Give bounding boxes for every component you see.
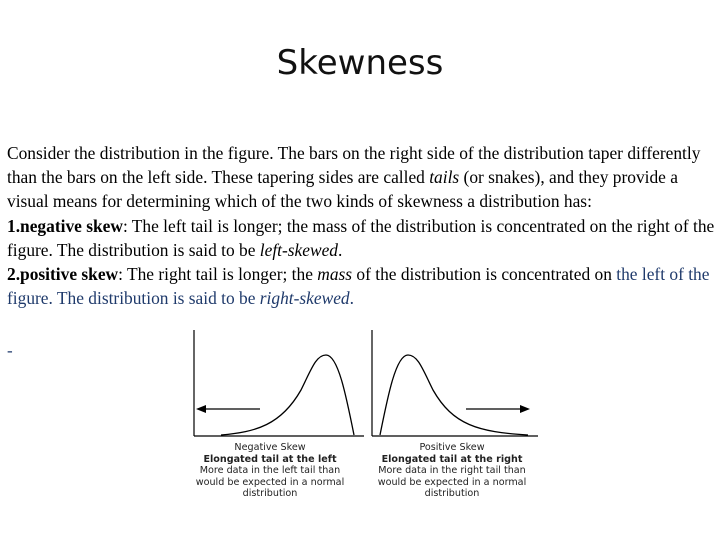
negative-caption-line4: would be expected in a normal <box>195 476 345 488</box>
positive-caption-line3: More data in the right tail than <box>378 465 526 476</box>
left-skewed-term: left-skewed <box>259 239 339 260</box>
positive-caption-line4: would be expected in a normal <box>377 476 527 488</box>
positive-skew-period: . <box>349 288 354 309</box>
body-text <box>7 141 715 310</box>
positive-skew-text-blue: the left of the figure. The distribution is said to be <box>7 264 710 309</box>
intro-text-1: Consider the distribution in the figure. The bars on the right side of the distribution taper differently than the bars on the left side. These tapering sides are called <box>7 143 701 188</box>
negative-skew-label: 1.negative skew <box>7 215 123 236</box>
negative-skew-caption <box>176 442 364 500</box>
positive-skew-caption <box>358 442 546 500</box>
intro-text-2: (or snakes), and they provide a visual means for determining which of the two kinds of skewness a distribution has: <box>7 167 678 212</box>
negative-caption-line3: More data in the left tail than <box>199 465 341 476</box>
slide-title: Skewness <box>276 43 444 83</box>
negative-skew-period: . <box>338 239 343 260</box>
negative-skew-text: : The left tail is longer; the mass of the distribution is concentrated on the right of the figure. The distribution is said to be <box>7 215 715 260</box>
positive-caption-line2: Elongated tail at the right <box>381 453 523 465</box>
left-arrowhead-icon <box>196 405 206 413</box>
mass-term: mass <box>317 264 353 285</box>
positive-caption-line1: Positive Skew <box>419 442 485 453</box>
negative-skew-item <box>7 214 715 262</box>
dash-marker: - <box>7 341 13 360</box>
negative-caption-line2: Elongated tail at the left <box>203 453 337 465</box>
tails-word: tails <box>429 167 460 188</box>
negative-caption-line1: Negative Skew <box>234 442 306 453</box>
positive-skew-item <box>7 262 715 310</box>
negative-caption-line5: distribution <box>242 488 298 499</box>
positive-caption-line5: distribution <box>424 488 480 499</box>
right-skewed-term: right-skewed <box>259 288 350 309</box>
positive-skew-label: 2.positive skew <box>7 264 119 285</box>
positive-skew-text-mid: of the distribution is concentrated on <box>352 264 617 285</box>
positive-skew-text: : The right tail is longer; the <box>118 264 318 285</box>
skew-figure <box>176 330 546 505</box>
intro-paragraph <box>7 141 715 214</box>
positive-skew-curve <box>380 355 528 435</box>
negative-skew-curve <box>221 355 354 435</box>
right-arrowhead-icon <box>520 405 530 413</box>
